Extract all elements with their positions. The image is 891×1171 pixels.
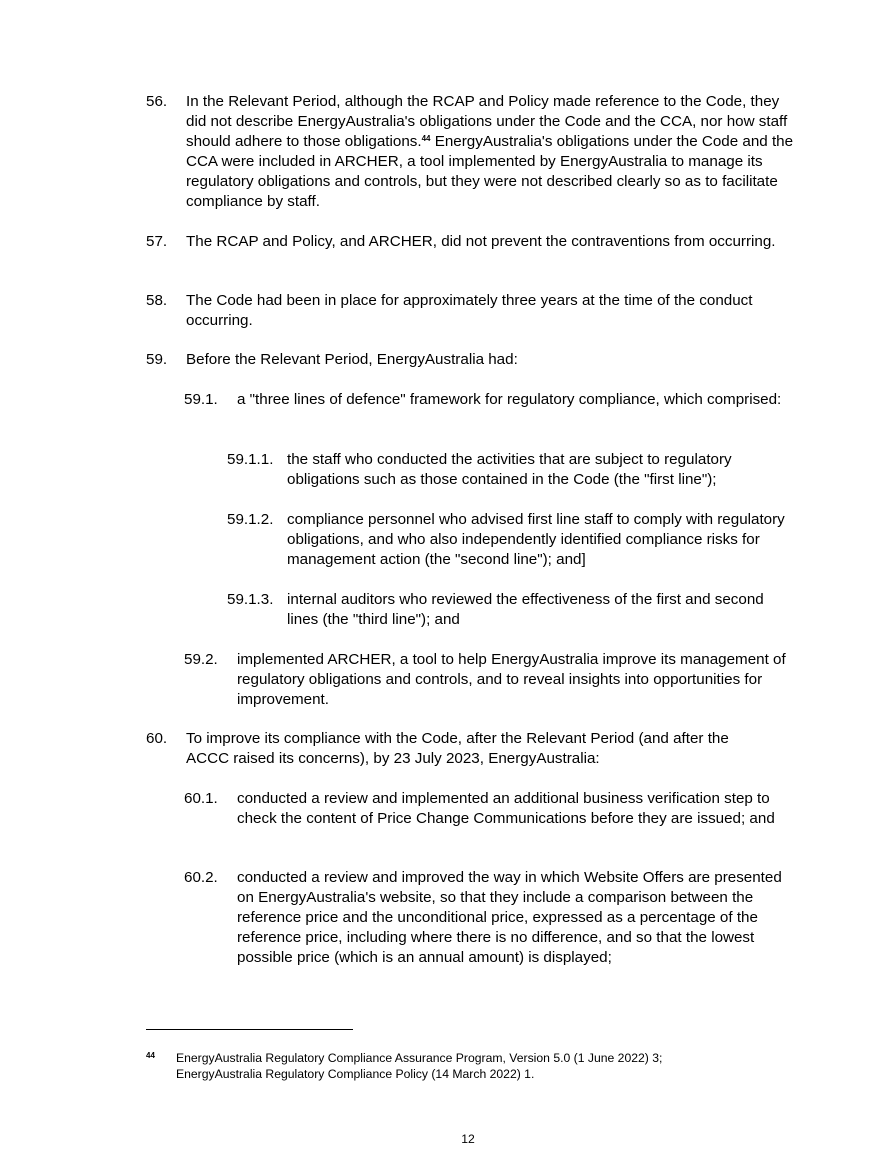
paragraph-text: the staff who conducted the activities that are subject to regulatory obligations such as those contained in the Code (the "first line"); [287, 451, 732, 488]
paragraph-number: 59.1.2. [227, 511, 274, 528]
paragraph-text: The RCAP and Policy, and ARCHER, did not prevent the contraventions from occurring. [186, 233, 776, 250]
paragraph-number: 59.1.3. [227, 591, 274, 608]
footnote-text: EnergyAustralia Regulatory Compliance Assurance Program, Version 5.0 (1 June 2022) 3; EnergyAustralia Regulatory Compliance Policy (14 March 2022) 1. [176, 1051, 663, 1081]
paragraph-number: 60.2. [184, 869, 218, 886]
paragraph-57 [146, 232, 796, 252]
paragraph-59 [146, 350, 796, 370]
subparagraph-59-2 [184, 650, 796, 710]
paragraph-number: 58. [146, 292, 168, 309]
paragraph-number: 59. [146, 351, 168, 368]
paragraph-58 [146, 291, 796, 331]
footnote-reference: 44 [421, 134, 431, 143]
paragraph-56 [146, 92, 796, 212]
subparagraph-59-1-1 [227, 450, 797, 490]
subparagraph-60-2 [184, 868, 789, 968]
subparagraph-60-1 [184, 789, 796, 829]
paragraph-text: To improve its compliance with the Code, after the Relevant Period (and after the ACCC raised its concerns), by 23 July 2023, EnergyAustralia: [186, 730, 729, 767]
page-number: 12 [461, 1132, 475, 1146]
paragraph-text: compliance personnel who advised first line staff to comply with regulatory obligations, and who also independently identified compliance risks for management action (the "second line"); and] [287, 511, 785, 568]
subparagraph-59-1 [184, 390, 789, 410]
paragraph-text: internal auditors who reviewed the effectiveness of the first and second lines (the "third line"); and [287, 591, 764, 628]
paragraph-text: conducted a review and improved the way in which Website Offers are presented on EnergyAustralia's website, so that they include a comparison between the reference price and the unconditional price, expressed as a percentage of the reference price, including where there is no difference, and so that the lowest possible price (which is an annual amount) is displayed; [237, 869, 782, 966]
footnote-number: 44 [146, 1051, 155, 1060]
subparagraph-59-1-2 [227, 510, 797, 570]
paragraph-text: In the Relevant Period, although the RCAP and Policy made reference to the Code, they did not describe EnergyAustralia's obligations under the Code and the CCA, nor how staff should adhere to those obligations.$^{44}$ EnergyAustralia's obligations under the Code and the CCA were included in ARCHER, a tool implemented by EnergyAustralia to manage its regulatory obligations and controls, but they were not described clearly so as to facilitate compliance by staff. [186, 93, 794, 210]
paragraph-text: a "three lines of defence" framework for regulatory compliance, which comprised: [237, 391, 782, 408]
paragraph-60 [146, 729, 766, 769]
paragraph-number: 59.1. [184, 391, 218, 408]
paragraph-number: 59.1.1. [227, 451, 274, 468]
paragraph-number: 60.1. [184, 790, 218, 807]
subparagraph-59-1-3 [227, 590, 797, 630]
footnote-separator [146, 1029, 353, 1030]
paragraph-number: 56. [146, 93, 168, 110]
paragraph-number: 57. [146, 233, 168, 250]
paragraph-text: Before the Relevant Period, EnergyAustralia had: [186, 351, 518, 368]
paragraph-number: 59.2. [184, 651, 218, 668]
paragraph-text: The Code had been in place for approximately three years at the time of the conduct occurring. [186, 292, 753, 329]
paragraph-text: conducted a review and implemented an additional business verification step to check the content of Price Change Communications before they are issued; and [237, 790, 775, 827]
paragraph-text: implemented ARCHER, a tool to help EnergyAustralia improve its management of regulatory obligations and controls, and to reveal insights into opportunities for improvement. [237, 651, 786, 708]
paragraph-number: 60. [146, 730, 168, 747]
